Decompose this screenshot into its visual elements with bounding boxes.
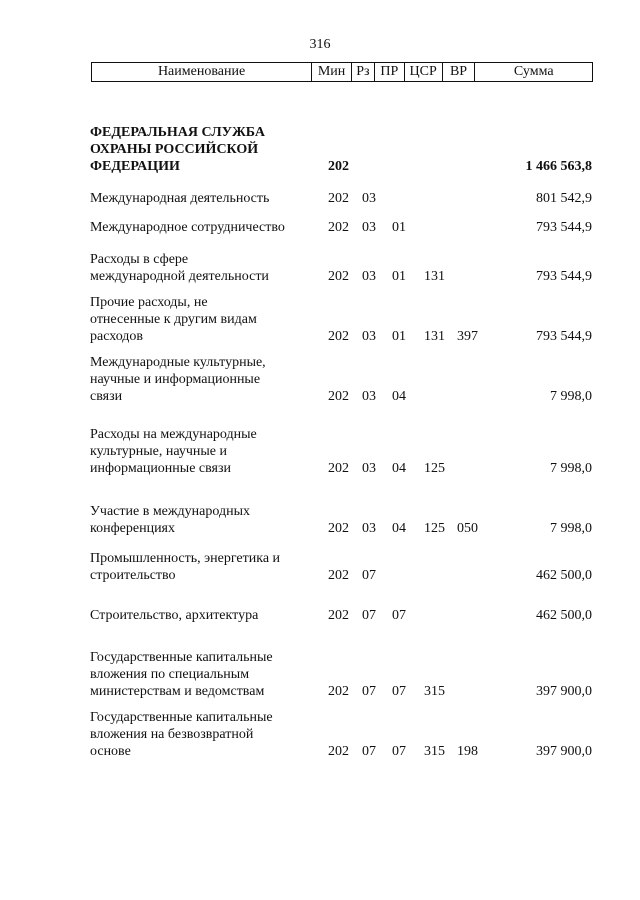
row-pr: 01 bbox=[392, 220, 406, 235]
row-min: 202 bbox=[328, 744, 349, 759]
row-min: 202 bbox=[328, 461, 349, 476]
row-rz: 07 bbox=[362, 684, 376, 699]
row-csr: 315 bbox=[424, 744, 445, 759]
row-vr: 050 bbox=[457, 521, 478, 536]
row-pr: 07 bbox=[392, 744, 406, 759]
row-name: Государственные капитальные вложения по специальным министерствам и ведомствам bbox=[90, 650, 273, 699]
row-pr: 04 bbox=[392, 461, 406, 476]
row-name: Расходы в сфере международной деятельности bbox=[90, 252, 269, 284]
row-name: Прочие расходы, не отнесенные к другим видам расходов bbox=[90, 295, 257, 344]
row-name: Строительство, архитектура bbox=[90, 608, 259, 623]
row-rz: 03 bbox=[362, 521, 376, 536]
row-rz: 07 bbox=[362, 744, 376, 759]
row-min: 202 bbox=[328, 608, 349, 623]
row-sum: 462 500,0 bbox=[536, 608, 592, 623]
row-rz: 03 bbox=[362, 329, 376, 344]
row-vr: 397 bbox=[457, 329, 478, 344]
row-csr: 125 bbox=[424, 461, 445, 476]
row-csr: 125 bbox=[424, 521, 445, 536]
row-min: 202 bbox=[328, 191, 349, 206]
row-pr: 01 bbox=[392, 329, 406, 344]
row-min: 202 bbox=[328, 269, 349, 284]
header-pr: ПР bbox=[375, 63, 405, 81]
row-sum: 1 466 563,8 bbox=[525, 159, 592, 174]
row-sum: 801 542,9 bbox=[536, 191, 592, 206]
row-name: Расходы на международные культурные, научные и информационные связи bbox=[90, 427, 257, 476]
row-min: 202 bbox=[328, 159, 349, 174]
row-name: Промышленность, энергетика и строительство bbox=[90, 551, 281, 583]
row-name: ФЕДЕРАЛЬНАЯ СЛУЖБА ОХРАНЫ РОССИЙСКОЙ ФЕДЕРАЦИИ bbox=[90, 125, 265, 174]
row-sum: 462 500,0 bbox=[536, 568, 592, 583]
row-sum: 7 998,0 bbox=[550, 521, 592, 536]
row-sum: 7 998,0 bbox=[550, 461, 592, 476]
row-pr: 01 bbox=[392, 269, 406, 284]
row-min: 202 bbox=[328, 521, 349, 536]
header-sum: Сумма bbox=[513, 64, 554, 79]
header-csr: ЦСР bbox=[405, 63, 443, 81]
row-min: 202 bbox=[328, 329, 349, 344]
row-pr: 07 bbox=[392, 684, 406, 699]
row-pr: 07 bbox=[392, 608, 406, 623]
page-number: 316 bbox=[309, 37, 331, 52]
row-min: 202 bbox=[328, 568, 349, 583]
row-csr: 131 bbox=[424, 329, 445, 344]
row-rz: 03 bbox=[362, 191, 376, 206]
row-pr: 04 bbox=[392, 389, 406, 404]
row-csr: 131 bbox=[424, 269, 445, 284]
row-rz: 03 bbox=[362, 461, 376, 476]
row-sum: 397 900,0 bbox=[536, 744, 592, 759]
header-vr: ВР bbox=[443, 63, 476, 81]
row-sum: 793 544,9 bbox=[536, 269, 592, 284]
header-name: Наименование bbox=[92, 63, 312, 81]
row-name: Международная деятельность bbox=[90, 191, 270, 206]
row-min: 202 bbox=[328, 220, 349, 235]
row-sum: 7 998,0 bbox=[550, 389, 592, 404]
row-name: Государственные капитальные вложения на безвозвратной основе bbox=[90, 710, 273, 759]
row-name: Международные культурные, научные и информационные связи bbox=[90, 355, 266, 404]
row-sum: 397 900,0 bbox=[536, 684, 592, 699]
row-name: Участие в международных конференциях bbox=[90, 504, 251, 536]
row-vr: 198 bbox=[457, 744, 478, 759]
row-sum: 793 544,9 bbox=[536, 329, 592, 344]
row-name: Международное сотрудничество bbox=[90, 220, 285, 235]
row-rz: 03 bbox=[362, 389, 376, 404]
row-rz: 07 bbox=[362, 568, 376, 583]
row-rz: 03 bbox=[362, 269, 376, 284]
row-rz: 07 bbox=[362, 608, 376, 623]
row-csr: 315 bbox=[424, 684, 445, 699]
row-min: 202 bbox=[328, 389, 349, 404]
row-pr: 04 bbox=[392, 521, 406, 536]
header-min: Мин bbox=[312, 63, 352, 81]
row-rz: 03 bbox=[362, 220, 376, 235]
row-sum: 793 544,9 bbox=[536, 220, 592, 235]
row-min: 202 bbox=[328, 684, 349, 699]
header-rz: Рз bbox=[352, 63, 375, 81]
